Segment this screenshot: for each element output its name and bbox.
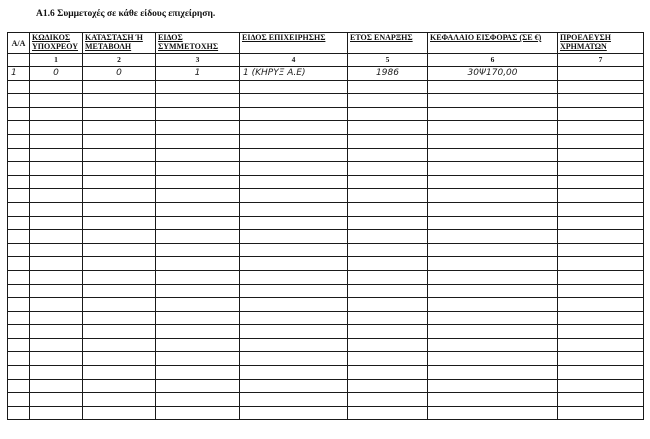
empty-cell [240, 257, 348, 271]
empty-cell [558, 243, 644, 257]
empty-cell [156, 121, 240, 135]
empty-cell [30, 107, 83, 121]
col-header-obligor-code: ΚΩΔΙΚΟΣ ΥΠΟΧΡΕΟΥ [30, 33, 83, 54]
empty-cell [240, 325, 348, 339]
empty-table-row [8, 121, 644, 135]
col-number: 5 [348, 54, 428, 67]
empty-cell [156, 216, 240, 230]
empty-cell [558, 189, 644, 203]
empty-cell [30, 284, 83, 298]
empty-cell [348, 257, 428, 271]
empty-cell [240, 134, 348, 148]
empty-cell [8, 107, 30, 121]
empty-cell [156, 270, 240, 284]
form-section-title: Α1.6 Συμμετοχές σε κάθε είδους επιχείρηση. [36, 9, 216, 19]
empty-cell [558, 107, 644, 121]
empty-cell [83, 393, 156, 407]
empty-cell [83, 230, 156, 244]
empty-table-row [8, 311, 644, 325]
empty-cell [240, 366, 348, 380]
col-header-funds-origin: ΠΡΟΕΛΕΥΣΗ ΧΡΗΜΑΤΩΝ [558, 33, 644, 54]
empty-cell [558, 94, 644, 108]
empty-cell [30, 216, 83, 230]
empty-cell [156, 257, 240, 271]
empty-cell [558, 366, 644, 380]
empty-cell [156, 107, 240, 121]
empty-cell [83, 338, 156, 352]
empty-cell [156, 80, 240, 94]
empty-cell [8, 379, 30, 393]
empty-cell [240, 284, 348, 298]
col-number: 2 [83, 54, 156, 67]
empty-cell [428, 107, 558, 121]
empty-cell [83, 134, 156, 148]
empty-table-row [8, 325, 644, 339]
cell-start-year: 1986 [348, 67, 428, 81]
empty-cell [30, 94, 83, 108]
empty-table-row [8, 406, 644, 420]
empty-cell [8, 393, 30, 407]
empty-cell [156, 230, 240, 244]
col-header-status-change: ΚΑΤΑΣΤΑΣΗ Ή ΜΕΤΑΒΟΛΗ [83, 33, 156, 54]
empty-cell [156, 352, 240, 366]
empty-cell [428, 257, 558, 271]
empty-cell [240, 216, 348, 230]
empty-cell [348, 325, 428, 339]
empty-cell [428, 406, 558, 420]
empty-table-row [8, 298, 644, 312]
empty-cell [348, 202, 428, 216]
empty-cell [428, 121, 558, 135]
empty-cell [156, 148, 240, 162]
empty-cell [348, 80, 428, 94]
empty-cell [428, 270, 558, 284]
empty-cell [240, 311, 348, 325]
empty-table-row [8, 80, 644, 94]
empty-cell [83, 311, 156, 325]
empty-cell [156, 202, 240, 216]
empty-cell [348, 175, 428, 189]
col-number: 6 [428, 54, 558, 67]
empty-cell [558, 230, 644, 244]
empty-cell [30, 121, 83, 135]
col-header-aa: Α/Α [8, 33, 30, 54]
empty-cell [558, 270, 644, 284]
empty-cell [30, 338, 83, 352]
empty-cell [240, 80, 348, 94]
empty-cell [240, 352, 348, 366]
empty-cell [348, 107, 428, 121]
empty-cell [83, 121, 156, 135]
empty-cell [348, 189, 428, 203]
empty-cell [8, 325, 30, 339]
header-row [8, 33, 644, 54]
empty-cell [8, 406, 30, 420]
empty-cell [8, 80, 30, 94]
empty-cell [156, 393, 240, 407]
cell-business-type: 1 (ΚΗΡΥΞ Α.Ε) [240, 67, 348, 81]
col-header-start-year: ΕΤΟΣ ΕΝΑΡΞΗΣ [348, 33, 428, 54]
empty-cell [8, 134, 30, 148]
empty-table-row [8, 257, 644, 271]
empty-cell [428, 189, 558, 203]
empty-cell [30, 230, 83, 244]
empty-cell [240, 189, 348, 203]
empty-cell [30, 393, 83, 407]
empty-table-row [8, 338, 644, 352]
empty-cell [83, 162, 156, 176]
empty-cell [30, 406, 83, 420]
empty-cell [240, 94, 348, 108]
empty-cell [83, 298, 156, 312]
empty-table-row [8, 216, 644, 230]
empty-cell [83, 80, 156, 94]
col-number: 7 [558, 54, 644, 67]
col-number: 1 [30, 54, 83, 67]
empty-cell [8, 202, 30, 216]
empty-cell [348, 148, 428, 162]
empty-cell [240, 298, 348, 312]
empty-cell [8, 366, 30, 380]
empty-cell [428, 379, 558, 393]
empty-cell [348, 338, 428, 352]
empty-cell [30, 162, 83, 176]
empty-cell [83, 270, 156, 284]
cell-status-change: 0 [83, 67, 156, 81]
empty-cell [240, 107, 348, 121]
empty-cell [83, 284, 156, 298]
empty-table-row [8, 379, 644, 393]
empty-cell [428, 148, 558, 162]
empty-cell [428, 366, 558, 380]
empty-cell [240, 148, 348, 162]
empty-cell [348, 352, 428, 366]
empty-cell [558, 379, 644, 393]
empty-cell [428, 230, 558, 244]
empty-cell [30, 148, 83, 162]
empty-table-row [8, 94, 644, 108]
empty-cell [558, 134, 644, 148]
empty-cell [348, 243, 428, 257]
empty-cell [240, 121, 348, 135]
empty-cell [30, 134, 83, 148]
empty-cell [558, 311, 644, 325]
empty-cell [240, 175, 348, 189]
empty-cell [240, 162, 348, 176]
empty-cell [8, 284, 30, 298]
empty-cell [558, 393, 644, 407]
empty-cell [156, 134, 240, 148]
empty-cell [156, 284, 240, 298]
empty-cell [156, 175, 240, 189]
empty-cell [156, 243, 240, 257]
empty-table-row [8, 148, 644, 162]
empty-cell [240, 338, 348, 352]
empty-cell [8, 121, 30, 135]
empty-table-row [8, 230, 644, 244]
empty-cell [348, 393, 428, 407]
empty-cell [348, 162, 428, 176]
table-row [8, 67, 644, 81]
empty-cell [30, 379, 83, 393]
empty-cell [83, 107, 156, 121]
col-number: 4 [240, 54, 348, 67]
empty-cell [428, 80, 558, 94]
empty-cell [30, 325, 83, 339]
empty-cell [240, 393, 348, 407]
cell-funds-origin [558, 67, 644, 81]
empty-cell [8, 311, 30, 325]
empty-cell [428, 134, 558, 148]
empty-cell [240, 270, 348, 284]
empty-cell [558, 406, 644, 420]
empty-cell [348, 121, 428, 135]
empty-cell [428, 325, 558, 339]
empty-cell [83, 216, 156, 230]
empty-cell [156, 311, 240, 325]
empty-cell [558, 257, 644, 271]
empty-cell [348, 298, 428, 312]
empty-cell [156, 338, 240, 352]
empty-cell [83, 189, 156, 203]
empty-cell [8, 243, 30, 257]
empty-cell [428, 243, 558, 257]
empty-cell [83, 202, 156, 216]
empty-cell [348, 230, 428, 244]
empty-table-row [8, 189, 644, 203]
empty-cell [156, 189, 240, 203]
empty-cell [558, 325, 644, 339]
empty-cell [156, 162, 240, 176]
empty-cell [8, 230, 30, 244]
empty-cell [8, 338, 30, 352]
empty-cell [558, 352, 644, 366]
cell-obligor-code: 0 [30, 67, 83, 81]
empty-table-row [8, 134, 644, 148]
empty-cell [156, 94, 240, 108]
empty-cell [83, 148, 156, 162]
empty-cell [558, 121, 644, 135]
empty-cell [8, 298, 30, 312]
empty-cell [8, 352, 30, 366]
empty-cell [8, 270, 30, 284]
cell-participation-type: 1 [156, 67, 240, 81]
col-header-capital: ΚΕΦΑΛΑΙΟ ΕΙΣΦΟΡΑΣ (ΣΕ €) [428, 33, 558, 54]
empty-table-row [8, 352, 644, 366]
empty-cell [30, 270, 83, 284]
col-header-business-type: ΕΙΔΟΣ ΕΠΙΧΕΙΡΗΣΗΣ [240, 33, 348, 54]
empty-cell [428, 162, 558, 176]
empty-cell [348, 270, 428, 284]
empty-cell [30, 80, 83, 94]
empty-cell [156, 298, 240, 312]
empty-cell [348, 94, 428, 108]
empty-cell [428, 94, 558, 108]
empty-table-row [8, 107, 644, 121]
empty-cell [83, 406, 156, 420]
empty-cell [558, 175, 644, 189]
column-number-row [8, 54, 644, 67]
empty-cell [348, 311, 428, 325]
empty-cell [558, 148, 644, 162]
cell-capital: 30Ψ170,00 [428, 67, 558, 81]
empty-cell [83, 325, 156, 339]
empty-cell [558, 216, 644, 230]
empty-cell [30, 352, 83, 366]
empty-cell [83, 352, 156, 366]
empty-cell [240, 230, 348, 244]
empty-cell [428, 311, 558, 325]
empty-cell [558, 162, 644, 176]
empty-cell [8, 94, 30, 108]
empty-table-row [8, 366, 644, 380]
empty-cell [30, 189, 83, 203]
empty-cell [240, 243, 348, 257]
empty-table-row [8, 393, 644, 407]
empty-cell [428, 352, 558, 366]
empty-cell [8, 216, 30, 230]
empty-cell [558, 298, 644, 312]
empty-cell [30, 311, 83, 325]
empty-cell [156, 406, 240, 420]
empty-cell [83, 366, 156, 380]
empty-cell [83, 175, 156, 189]
empty-cell [348, 406, 428, 420]
empty-table-row [8, 284, 644, 298]
empty-cell [558, 338, 644, 352]
empty-cell [348, 366, 428, 380]
empty-cell [428, 175, 558, 189]
empty-table-row [8, 270, 644, 284]
empty-cell [83, 243, 156, 257]
empty-cell [30, 175, 83, 189]
empty-cell [428, 338, 558, 352]
empty-table-row [8, 202, 644, 216]
empty-cell [30, 366, 83, 380]
empty-cell [8, 189, 30, 203]
empty-cell [428, 284, 558, 298]
empty-cell [30, 243, 83, 257]
empty-table-row [8, 243, 644, 257]
empty-cell [428, 202, 558, 216]
empty-cell [348, 379, 428, 393]
empty-cell [428, 393, 558, 407]
cell-aa: 1 [8, 67, 30, 81]
empty-cell [558, 284, 644, 298]
col-number: 3 [156, 54, 240, 67]
empty-cell [83, 257, 156, 271]
empty-cell [428, 216, 558, 230]
empty-cell [8, 257, 30, 271]
empty-cell [156, 379, 240, 393]
empty-cell [8, 175, 30, 189]
participations-table [7, 32, 644, 420]
empty-cell [8, 162, 30, 176]
empty-cell [240, 202, 348, 216]
empty-cell [240, 406, 348, 420]
empty-cell [156, 366, 240, 380]
empty-cell [348, 216, 428, 230]
empty-cell [30, 298, 83, 312]
empty-cell [348, 284, 428, 298]
empty-cell [30, 202, 83, 216]
empty-table-row [8, 162, 644, 176]
empty-cell [240, 379, 348, 393]
empty-cell [428, 298, 558, 312]
empty-table-row [8, 175, 644, 189]
empty-cell [558, 202, 644, 216]
empty-cell [8, 148, 30, 162]
empty-cell [83, 379, 156, 393]
empty-cell [156, 325, 240, 339]
empty-cell [30, 257, 83, 271]
empty-cell [348, 134, 428, 148]
col-number [8, 54, 30, 67]
col-header-participation-type: ΕΙΔΟΣ ΣΥΜΜΕΤΟΧΗΣ [156, 33, 240, 54]
empty-cell [83, 94, 156, 108]
empty-cell [558, 80, 644, 94]
